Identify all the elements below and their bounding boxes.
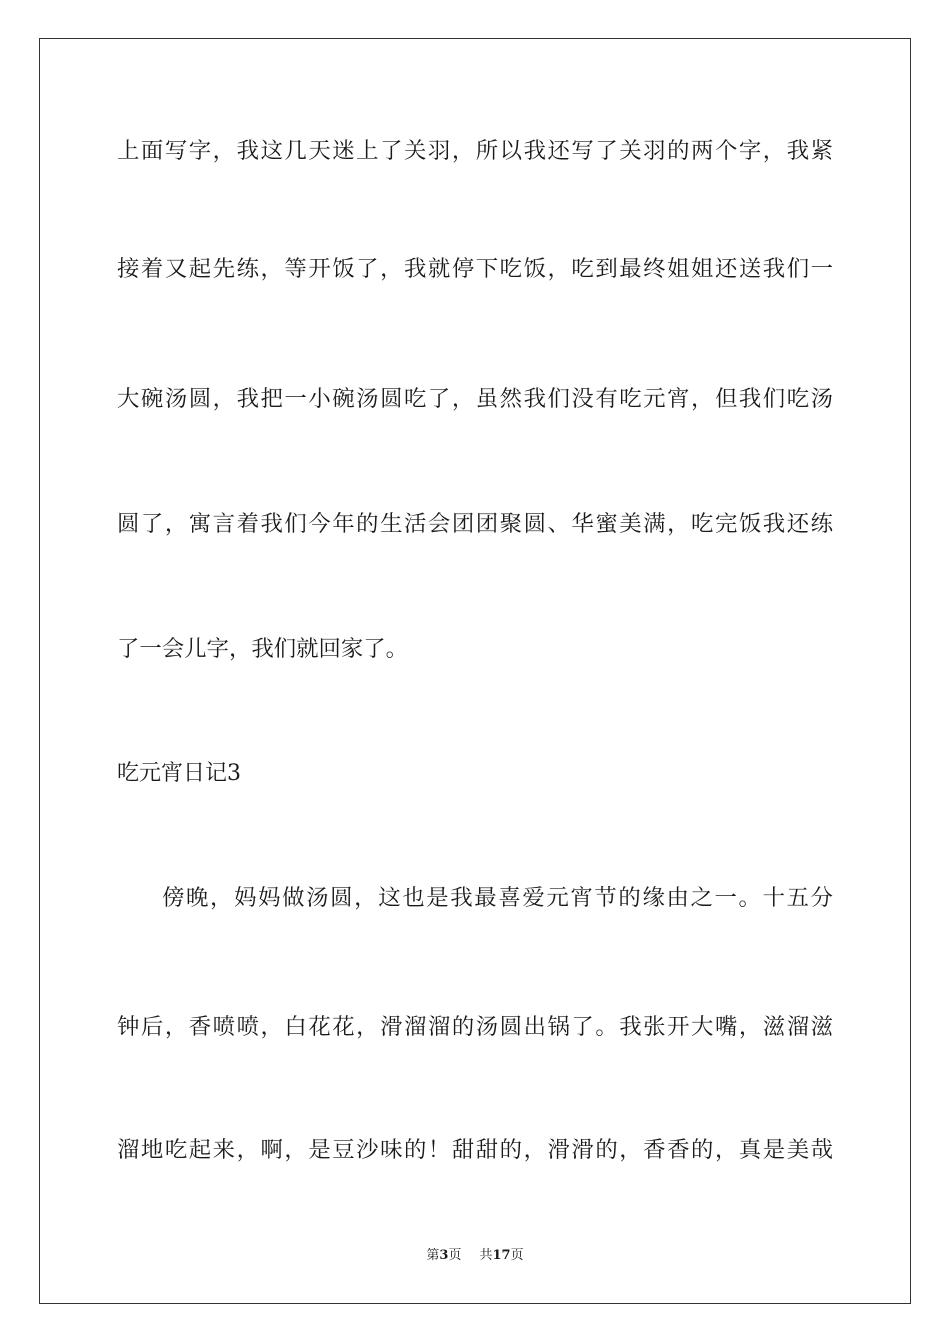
text-line: 接着又起先练，等开饭了，我就停下吃饭，吃到最终姐姐还送我们一 [117,256,833,282]
page-prefix: 第 [426,1248,440,1263]
current-page-number: 3 [439,1248,449,1263]
page-suffix: 页 [448,1248,462,1263]
text-line: 上面写字，我这几天迷上了关羽，所以我还写了关羽的两个字，我紧 [117,138,833,164]
total-prefix: 共 [479,1248,493,1263]
total-suffix: 页 [510,1248,524,1263]
text-line: 傍晚，妈妈做汤圆，这也是我最喜爱元宵节的缘由之一。十五分 [162,885,833,911]
page-border [39,38,911,1304]
page-footer [0,1246,950,1266]
text-line: 钟后，香喷喷，白花花，滑溜溜的汤圆出锅了。我张开大嘴，滋溜滋 [117,1014,833,1040]
text-line: 了一会儿字，我们就回家了。 [117,636,409,662]
text-line: 圆了，寓言着我们今年的生活会团团聚圆、华蜜美满，吃完饭我还练 [117,511,833,537]
text-line: 溜地吃起来，啊，是豆沙味的！甜甜的，滑滑的，香香的，真是美哉 [117,1137,833,1163]
text-line: 大碗汤圆，我把一小碗汤圆吃了，虽然我们没有吃元宵，但我们吃汤 [117,386,833,412]
total-page-number: 17 [492,1248,511,1263]
section-heading: 吃元宵日记3 [117,761,241,786]
